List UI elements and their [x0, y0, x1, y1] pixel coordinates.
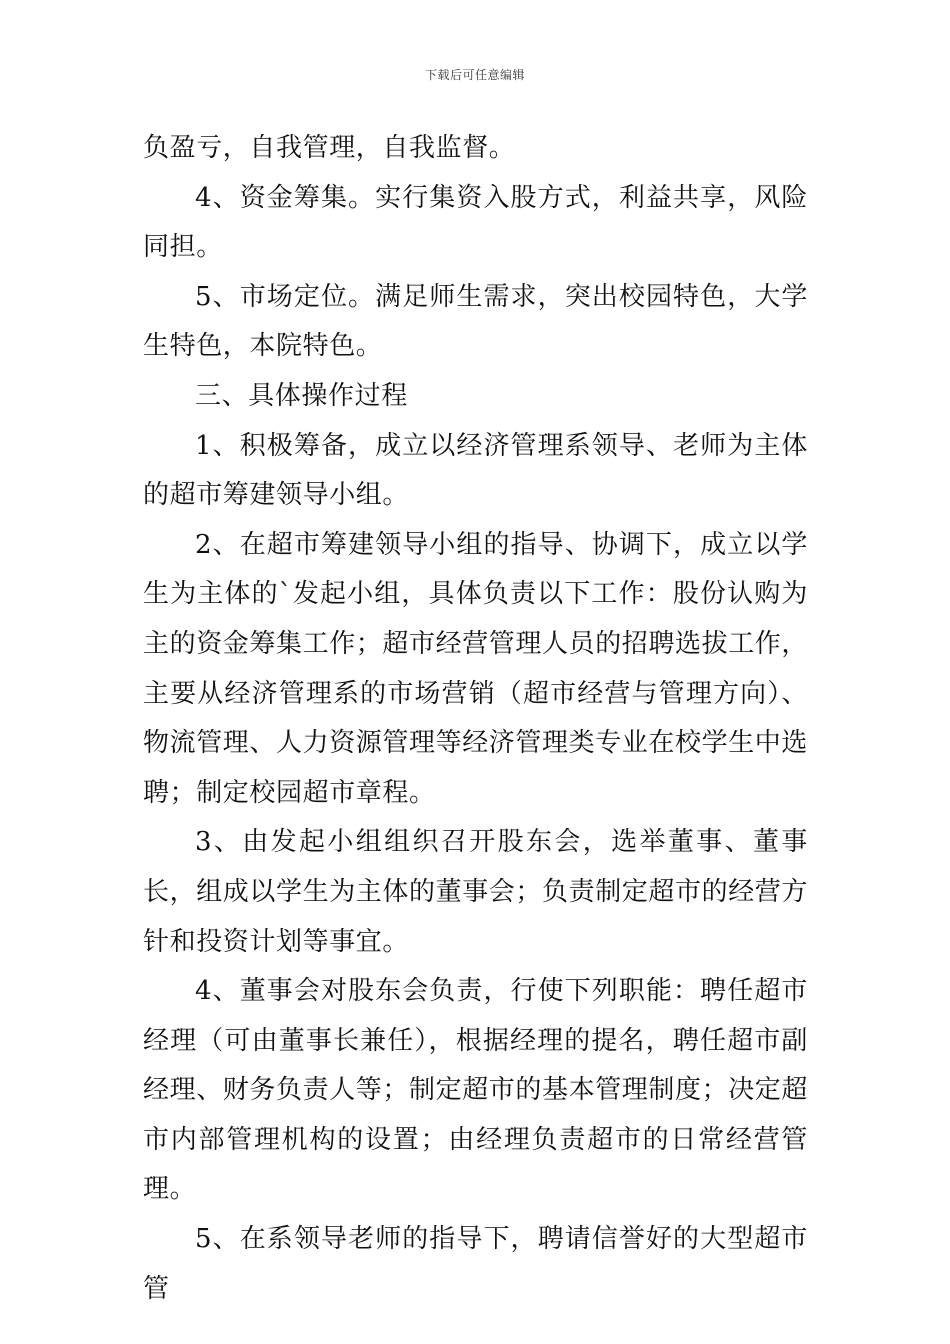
paragraph-2: 4、资金筹集。实行集资入股方式，利益共享，风险同担。	[143, 182, 808, 263]
paragraph-7: 3、由发起小组组织召开股东会，选举董事、董事长，组成以学生为主体的董事会；负责制定超市的经营方针和投资计划等事宜。	[143, 827, 809, 957]
paragraph-9: 5、在系领导老师的指导下，聘请信誉好的大型超市管	[143, 1224, 808, 1304]
paragraph-5: 1、积极筹备，成立以经济管理系领导、老师为主体的超市筹建领导小组。	[143, 430, 808, 511]
paragraph-8: 4、董事会对股东会负责，行使下列职能：聘任超市经理（可由董事长兼任），根据经理的提名，聘任超市副经理、财务负责人等；制定超市的基本管理制度；决定超市内部管理机构的设置；由经理负责超市的日常经营管理。	[143, 976, 809, 1205]
paragraph-6: 2、在超市筹建领导小组的指导、协调下，成立以学生为主体的`发起小组，具体负责以下工作：股份认购为主的资金筹集工作；超市经营管理人员的招聘选拔工作，主要从经济管理系的市场营销（超市经营与管理方向）、物流管理、人力资源管理等经济管理类专业在校学生中选聘；制定校园超市章程。	[143, 529, 809, 808]
document-body	[143, 124, 808, 1314]
page-header: 下载后可任意编辑	[424, 68, 525, 82]
section-heading: 三、具体操作过程	[195, 380, 408, 411]
paragraph-1: 负盈亏，自我管理，自我监督。	[143, 133, 516, 163]
paragraph-3: 5、市场定位。满足师生需求，突出校园特色，大学生特色，本院特色。	[143, 281, 808, 362]
